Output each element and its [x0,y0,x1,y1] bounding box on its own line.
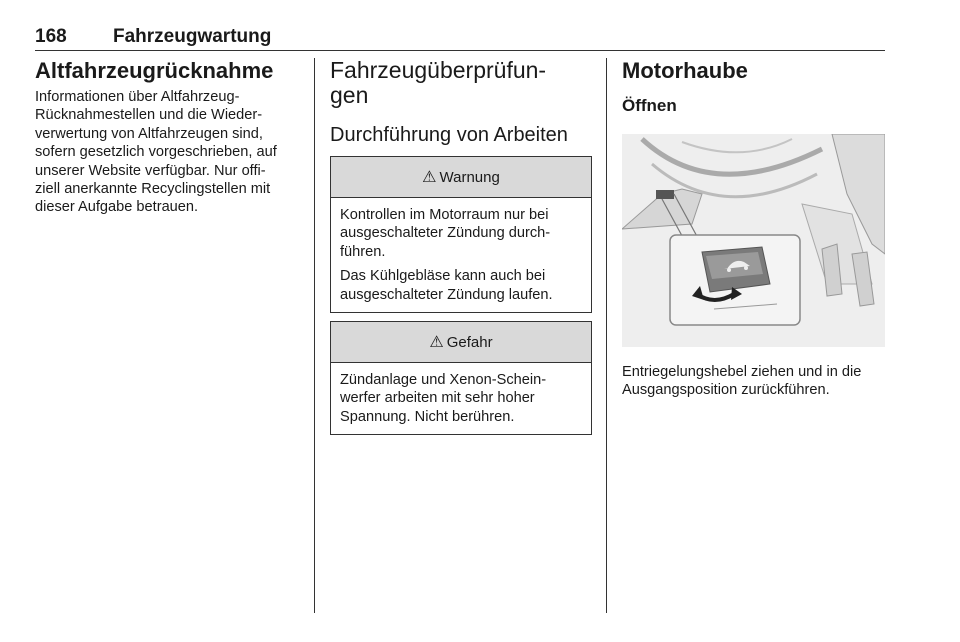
warning-triangle-icon: ⚠ [429,334,444,352]
page-number: 168 [35,26,67,47]
header-rule [35,50,885,51]
column-1 [35,58,300,217]
warning-title: Warnung [439,168,500,186]
hood-release-lever-illustration [622,134,885,347]
section-subheading: Durchführung von Arbeiten [330,124,568,146]
section-subheading: Öffnen [622,96,677,115]
warning-text: Das Kühlgebläse kann auch bei ausgeschalteter Zündung laufen. [340,268,553,303]
section-heading: Altfahrzeugrücknahme [35,58,274,83]
section-heading: Motorhaube [622,58,748,83]
column-divider [606,58,607,613]
column-3 [622,58,885,400]
warning-text: Kontrollen im Motorraum nur bei ausgeschalteter Zündung durch- führen. [340,207,551,260]
illustration-caption: Entriegelungshebel ziehen und in die Ausgangsposition zurückführen. [622,364,862,399]
danger-box [330,321,592,435]
danger-title: Gefahr [446,333,493,351]
page-header [35,26,885,52]
warning-box-header [331,157,591,198]
warning-triangle-icon: ⚠ [422,169,437,186]
warning-box [330,156,592,313]
chapter-title: Fahrzeugwartung [113,26,272,47]
section-heading: Fahrzeugüberprüfun- gen [330,57,547,108]
section-text: Informationen über Altfahrzeug- Rücknahmestellen und die Wieder- verwertung von Altfahrzeugen sind, sofern gesetzlich vorgeschrieben, auf unserer Website verfügbar. Nur offi- ziell anerkannte Recyclingstellen mit dieser Aufgabe betrauen. [35,89,277,216]
column-divider [314,58,315,613]
danger-text: Zündanlage und Xenon-Schein- werfer arbeiten mit sehr hoher Spannung. Nicht berühren. [340,372,547,425]
column-2 [330,58,592,435]
danger-box-header [331,322,591,363]
